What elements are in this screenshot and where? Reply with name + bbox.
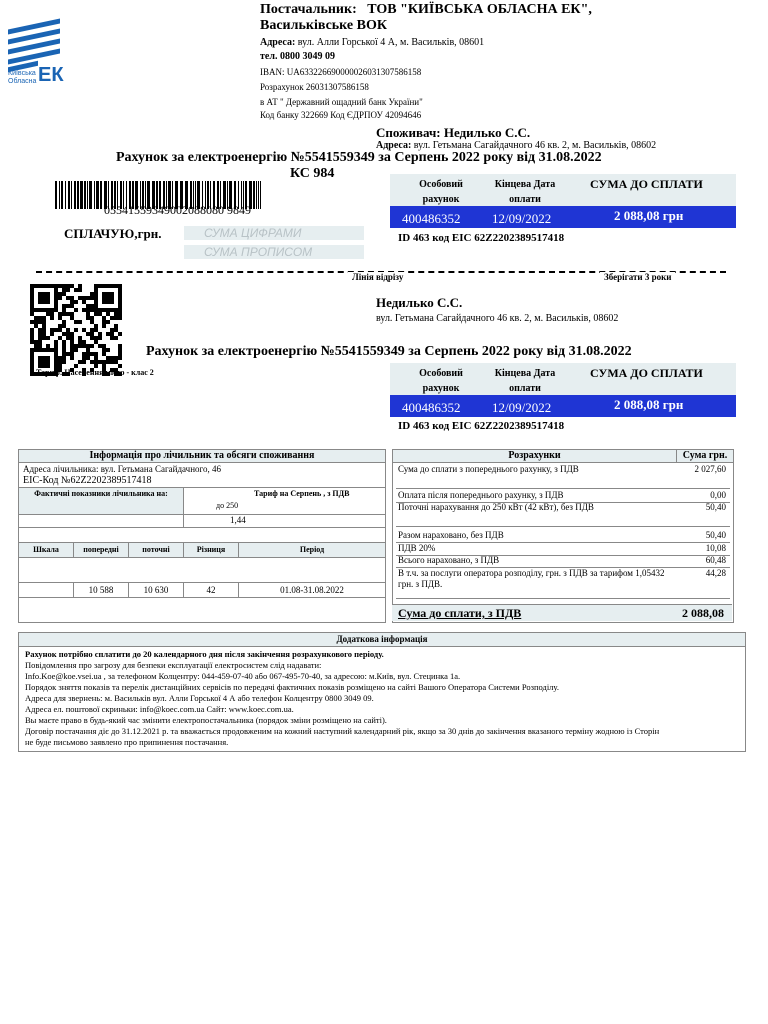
sum-digits-field[interactable]: СУМА ЦИФРАМИ xyxy=(184,226,364,240)
extra-info-line: Адреса ел. поштової скриньки: info@koec.com.ua Сайт: www.koec.com.ua. xyxy=(25,704,294,714)
extra-info-line: Адреса для звернень: м. Васильків вул. Алли Горської 4 А або телефон Колцентру 0800 3049 09. xyxy=(25,693,374,703)
extra-info-line: Порядок зняття показів та перелік дистанційних сервісів по передачі фактичних показів розміщено на сайті Вашого Оператора Системи Розподілу. xyxy=(25,682,559,692)
meter-section xyxy=(18,449,386,623)
pay-id-line: ID 463 код EIC 62Z2202389517418 xyxy=(398,232,565,244)
barcode-bar xyxy=(87,181,88,209)
pay-col-date: Кінцева Дата оплати xyxy=(494,179,556,205)
supplier-account: Розрахунок 26031307586158 xyxy=(260,82,369,92)
stub-tariff: Тариф: Населення місто - клас 2 xyxy=(36,368,154,377)
barcode-bar xyxy=(77,181,79,209)
barcode-bar xyxy=(96,181,99,209)
pay-account: 400486352 xyxy=(402,211,461,226)
meter-prev: 10 588 xyxy=(74,583,129,597)
logo-brand-small: Київська Обласна xyxy=(8,70,37,85)
barcode-bar xyxy=(253,181,255,209)
barcode-bar xyxy=(100,181,102,209)
extra-info-section xyxy=(18,632,746,752)
supplier-office: Васильківське ВОК xyxy=(260,18,387,33)
supplier-block xyxy=(260,2,592,34)
calc-row xyxy=(396,568,730,599)
keep-label: Зберігати 3 роки xyxy=(600,272,675,282)
stub-title: Рахунок за електроенергію №5541559349 за Серпень 2022 року від 31.08.2022 xyxy=(146,344,632,359)
meter-curr: 10 630 xyxy=(129,583,184,597)
logo-brand-big: ЕК xyxy=(38,64,64,86)
calc-sum-header: Сума грн. xyxy=(682,450,728,461)
stub-due-date: 12/09/2022 xyxy=(492,400,552,415)
meter-col-curr: поточні xyxy=(129,543,184,557)
meter-col-period: Період xyxy=(299,545,325,554)
barcode-bar xyxy=(68,181,70,209)
calc-total-value: 2 088,08 xyxy=(682,606,724,620)
barcode-bar xyxy=(256,181,257,209)
barcode-bar xyxy=(84,181,86,209)
calc-row-label: В т.ч. за послуги оператора розподілу, грн. з ПДВ за тарифом 1,05432 грн. з ПДВ. xyxy=(398,568,665,589)
meter-readings-label: Фактичні показники лічильника на: xyxy=(19,488,184,514)
extra-info-line: Вы маєте право в будь-який час змінити електропостачальника (порядок зміни розміщено на сайті). xyxy=(25,715,387,725)
calc-row-label: Всього нараховано, з ПДВ xyxy=(398,555,500,565)
consumer-name: Недилько С.С. xyxy=(443,125,531,140)
barcode-bar xyxy=(55,181,57,209)
barcode-bar xyxy=(74,181,76,209)
stub-name: Недилько С.С. xyxy=(376,295,463,310)
supplier-name: ТОВ "КИЇВСЬКА ОБЛАСНА ЕК", xyxy=(367,2,592,17)
meter-col-scale: Шкала xyxy=(19,543,74,557)
stub-amount: 2 088,08 грн xyxy=(614,397,684,412)
barcode-bar xyxy=(94,181,95,209)
cut-line-label: Лінія відрізу xyxy=(348,272,407,282)
calc-row xyxy=(396,530,730,543)
barcode-bar xyxy=(260,181,261,209)
meter-diff: 42 xyxy=(184,583,239,597)
stub-id-line: ID 463 код EIC 62Z2202389517418 xyxy=(398,420,565,432)
sum-words-field[interactable]: СУМА ПРОПИСОМ xyxy=(184,245,364,259)
stub-account: 400486352 xyxy=(402,400,461,415)
pay-box-header xyxy=(390,174,736,206)
consumer-address-value: вул. Гетьмана Сагайдачного 46 кв. 2, м. Васильків, 08602 xyxy=(413,140,657,151)
meter-period: 01.08-31.08.2022 xyxy=(280,585,344,595)
supplier-address-label: Адреса: xyxy=(260,37,296,48)
pay-box-values xyxy=(390,206,736,228)
stub-col-date: Кінцева Дата оплати xyxy=(494,368,556,394)
pay-col-sum: СУМА ДО СПЛАТИ xyxy=(590,177,703,191)
calc-row-value: 10,08 xyxy=(705,543,726,553)
meter-tariff-value: 1,44 xyxy=(230,515,246,525)
paid-label: СПЛАЧУЮ,грн. xyxy=(64,226,162,241)
stub-pay-values xyxy=(390,395,736,417)
calc-row-label: Оплата після попереднього рахунку, з ПДВ xyxy=(398,490,564,500)
supplier-address xyxy=(260,37,484,48)
barcode-bar xyxy=(65,181,66,209)
calc-row-value: 44,28 xyxy=(705,568,726,578)
barcode-bar xyxy=(61,181,63,209)
meter-eic: EIC-Код №62Z2202389517418 xyxy=(19,475,385,488)
barcode-bar xyxy=(80,181,83,209)
qr-code xyxy=(30,284,122,376)
calc-row xyxy=(396,555,730,568)
barcode-number: 05541559349002088080 9849 xyxy=(104,203,251,217)
meter-col-diff: Різниця xyxy=(184,543,239,557)
barcode-bar xyxy=(258,181,259,209)
barcode-bar xyxy=(89,181,92,209)
extra-info-line: Info.Koe@koe.vsei.ua , за телефоном Колцентру: 044-459-07-40 або 067-495-70-40, за адресою: м.Київ, вул. Стецинка 1а. xyxy=(25,671,461,681)
calc-row-label: Поточні нарахування до 250 кВт (42 кВт), без ПДВ xyxy=(398,502,594,512)
supplier-bank-code: Код банку 322669 Код ЄДРПОУ 42094646 xyxy=(260,110,422,120)
extra-info-header: Додаткова інформація xyxy=(19,633,745,647)
extra-info-line: не буде письмово заявлено про припинення постачання. xyxy=(25,737,229,747)
calc-row-value: 2 027,60 xyxy=(694,464,726,474)
extra-info-line: Рахунок потрібно сплатити до 20 календарного дня після закінчення розрахункового періоду. xyxy=(25,649,384,659)
invoice-code: КС 984 xyxy=(290,166,335,181)
calc-row-value: 50,40 xyxy=(705,502,726,512)
invoice-title: Рахунок за електроенергію №5541559349 за Серпень 2022 року від 31.08.2022 xyxy=(116,150,602,165)
consumer-address-label: Адреса: xyxy=(376,140,412,151)
supplier-phone: тел. 0800 3049 09 xyxy=(260,51,335,62)
pay-amount: 2 088,08 грн xyxy=(614,208,684,223)
calc-row-label: Разом нараховано, без ПДВ xyxy=(398,530,504,540)
calc-row-value: 50,40 xyxy=(705,530,726,540)
extra-info-line: Договір постачання діє до 31.12.2021 р. та вважається продовженим на кожний наступний календарний рік, якщо за 30 днів до закінчення вказаного терміну жодною із Сторін xyxy=(25,726,660,736)
stub-address: вул. Гетьмана Сагайдачного 46 кв. 2, м. Васильків, 08602 xyxy=(376,313,619,324)
calc-row-label: ПДВ 20% xyxy=(398,543,436,553)
consumer-label: Споживач: xyxy=(376,125,441,140)
stub-col-sum: СУМА ДО СПЛАТИ xyxy=(590,366,703,380)
company-logo xyxy=(8,20,62,68)
barcode-bar xyxy=(59,181,60,209)
calc-row xyxy=(396,464,730,489)
extra-info-line: Повідомлення про загрозу для безпеки експлуатації електросистем слід надавати: xyxy=(25,660,322,670)
meter-address: Адреса лічильника: вул. Гетьмана Сагайдачного, 46 xyxy=(23,464,221,474)
meter-row xyxy=(19,583,385,598)
calc-row-label: Сума до сплати з попереднього рахунку, з ПДВ xyxy=(398,464,579,474)
meter-tariff-limit: до 250 xyxy=(216,501,239,510)
barcode-bar xyxy=(71,181,72,209)
meter-tariff-label: Тариф на Серпень , з ПДВ xyxy=(254,489,350,498)
pay-due-date: 12/09/2022 xyxy=(492,211,552,226)
calc-total-label: Сума до сплати, з ПДВ xyxy=(398,606,522,620)
pay-col-account: Особовий рахунок xyxy=(419,179,463,205)
consumer-block xyxy=(376,125,530,141)
meter-header: Інформація про лічильник та обсяги споживання xyxy=(19,450,385,463)
stub-col-account: Особовий рахунок xyxy=(419,368,463,394)
calc-row xyxy=(396,502,730,527)
supplier-address-value: вул. Алли Горської 4 А, м. Васильків, 08601 xyxy=(297,37,485,48)
stub-pay-header xyxy=(390,363,736,395)
calc-total xyxy=(392,604,732,621)
calc-row-value: 60,48 xyxy=(705,555,726,565)
supplier-label: Постачальник: xyxy=(260,2,357,17)
supplier-iban: IBAN: UA633226690000026031307586158 xyxy=(260,67,422,77)
meter-col-prev: попередні xyxy=(74,543,129,557)
calc-header: Розрахунки xyxy=(393,450,677,462)
calc-row-value: 0,00 xyxy=(710,490,726,500)
supplier-bank: в АТ " Державний ощадний банк України" xyxy=(260,97,423,107)
